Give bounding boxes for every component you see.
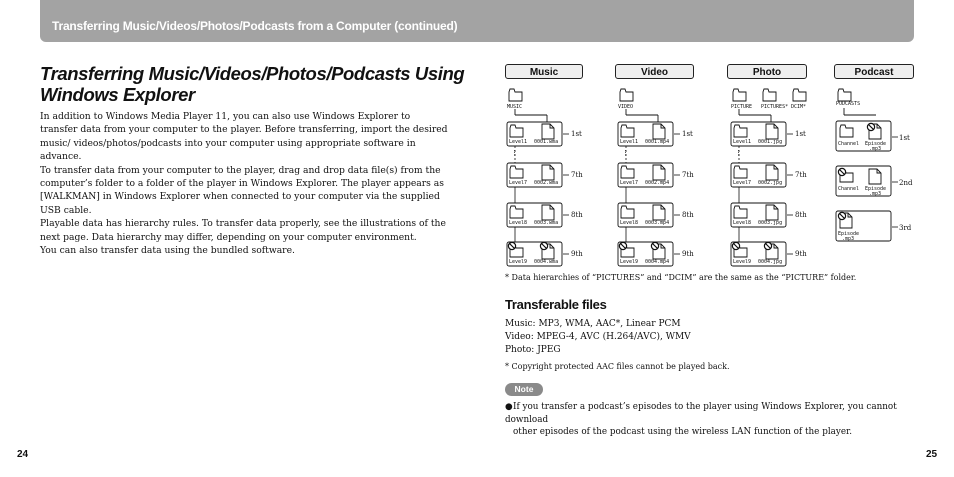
- folder-label: Level1: [733, 139, 752, 145]
- column-heading-music: Music: [505, 64, 583, 79]
- root-folder-icon: [763, 89, 776, 101]
- file-icon: [542, 165, 554, 180]
- file-icon: [653, 124, 665, 139]
- ellipsis-icon: ⋮: [511, 149, 518, 157]
- banner-title: Transferring Music/Videos/Photos/Podcasts from a Computer (continued): [52, 19, 458, 33]
- folder-label: Level8: [733, 220, 752, 226]
- column-heading-photo: Photo: [727, 64, 807, 79]
- root-folder-icon: [509, 89, 522, 101]
- root-folder-label: PICTURE: [731, 104, 753, 110]
- file-label: 0001.wma: [534, 139, 559, 145]
- page-title: Transferring Music/Videos/Photos/Podcasts Using Windows Explorer: [40, 63, 465, 105]
- file-icon: [766, 124, 778, 139]
- level-label: 1st: [899, 134, 910, 142]
- note-line: other episodes of the podcast using the wireless LAN function of the player.: [513, 427, 853, 437]
- file-label: 0001.mp4: [645, 139, 670, 145]
- level-label: 1st: [682, 130, 693, 138]
- file-label: 0004.wma: [534, 259, 559, 265]
- level-label: 9th: [795, 250, 807, 258]
- channel-label: Channel: [838, 186, 860, 192]
- paragraph: You can also transfer data using the bundled software.: [40, 245, 295, 257]
- folder-label: Level9: [620, 259, 639, 265]
- level-label: 3rd: [899, 224, 912, 232]
- file-icon: [766, 165, 778, 180]
- page-number-left: 24: [17, 449, 29, 460]
- file-icon: [653, 205, 665, 220]
- root-folder-icon: [838, 89, 851, 101]
- diagram-footnote: * Data hierarchies of “PICTURES” and “DCIM” are the same as the “PICTURE” folder.: [505, 273, 857, 282]
- episode-label: Episode: [838, 231, 860, 237]
- file-label: 0003.wma: [534, 220, 559, 226]
- folder-label: Level9: [509, 259, 528, 265]
- root-folder-label: PODCASTS: [836, 101, 861, 107]
- file-label: 0002.wma: [534, 180, 559, 186]
- episode-label: Episode: [865, 186, 887, 192]
- file-icon: [869, 169, 881, 184]
- level-label: 1st: [571, 130, 582, 138]
- file-icon: [542, 124, 554, 139]
- folder-label: Level1: [509, 139, 528, 145]
- level-label: 8th: [571, 211, 583, 219]
- episode-label: Episode: [865, 141, 887, 147]
- paragraph: Playable data has hierarchy rules. To transfer data properly, see the illustrations of the next page. Data hierarchy may differ, depending on your computer environment.: [40, 218, 446, 243]
- paragraph: To transfer data from your computer to the player, drag and drop data file(s) from the computer’s folder to a folder of the player in Windows Explorer. The player appears as [WALKMAN] in Windows Explorer when connected to your computer via the supplied USB cable.: [40, 164, 444, 216]
- root-folder-icon: [733, 89, 746, 101]
- root-folder-label: VIDEO: [618, 104, 634, 110]
- file-icon: [766, 205, 778, 220]
- episode-label: .mp3: [869, 191, 882, 197]
- file-label: 0004.jpg: [758, 259, 783, 265]
- root-folder-label: PICTURES*: [761, 104, 789, 110]
- transferable-files-list: [505, 318, 730, 373]
- folder-label: Level7: [733, 180, 752, 186]
- file-label: 0002.mp4: [645, 180, 670, 186]
- column-heading-video: Video: [615, 64, 694, 79]
- level-label: 8th: [682, 211, 694, 219]
- level-label: 7th: [571, 171, 583, 179]
- video-formats: Video: MPEG-4, AVC (H.264/AVC), WMV: [505, 332, 691, 342]
- episode-label: .mp3: [842, 236, 855, 242]
- column-heading-podcast: Podcast: [834, 64, 914, 79]
- photo-formats: Photo: JPEG: [505, 345, 561, 355]
- file-icon: [542, 205, 554, 220]
- folder-label: Level9: [733, 259, 752, 265]
- level-label: 8th: [795, 211, 807, 219]
- page-number-right: 25: [926, 449, 938, 460]
- ellipsis-icon: ⋮: [735, 149, 742, 157]
- folder-label: Level8: [620, 220, 639, 226]
- root-folder-icon: [620, 89, 633, 101]
- file-icon: [653, 165, 665, 180]
- file-label: 0003.mp4: [645, 220, 670, 226]
- episode-label: .mp3: [869, 146, 882, 152]
- file-label: 0004.mp4: [645, 259, 670, 265]
- folder-label: Level7: [509, 180, 528, 186]
- note-text: [505, 401, 915, 439]
- root-folder-label: MUSIC: [507, 104, 523, 110]
- note-line: If you transfer a podcast’s episodes to the player using Windows Explorer, you cannot download: [505, 402, 897, 425]
- level-label: 2nd: [899, 179, 913, 187]
- folder-label: Level8: [509, 220, 528, 226]
- paragraph: In addition to Windows Media Player 11, you can also use Windows Explorer to transfer data from your computer to the player. Before transferring, import the desired music/ videos/photos/podcasts into your computer using appropriate software in advance.: [40, 111, 448, 163]
- level-label: 9th: [682, 250, 694, 258]
- file-label: 0001.jpg: [758, 139, 783, 145]
- music-formats: Music: MP3, WMA, AAC*, Linear PCM: [505, 319, 681, 329]
- file-label: 0002.jpg: [758, 180, 783, 186]
- channel-label: Channel: [838, 141, 860, 147]
- root-folder-icon: [793, 89, 806, 101]
- level-label: 9th: [571, 250, 583, 258]
- bullet-icon: ●: [505, 402, 513, 412]
- transferable-files-heading: Transferable files: [505, 297, 607, 312]
- level-label: 7th: [682, 171, 694, 179]
- level-label: 7th: [795, 171, 807, 179]
- level-label: 1st: [795, 130, 806, 138]
- aac-footnote: * Copyright protected AAC files cannot be played back.: [505, 362, 730, 371]
- folder-label: Level1: [620, 139, 639, 145]
- root-folder-label: DCIM*: [791, 104, 807, 110]
- note-badge: Note: [505, 383, 543, 396]
- ellipsis-icon: ⋮: [622, 149, 629, 157]
- file-label: 0003.jpg: [758, 220, 783, 226]
- folder-label: Level7: [620, 180, 639, 186]
